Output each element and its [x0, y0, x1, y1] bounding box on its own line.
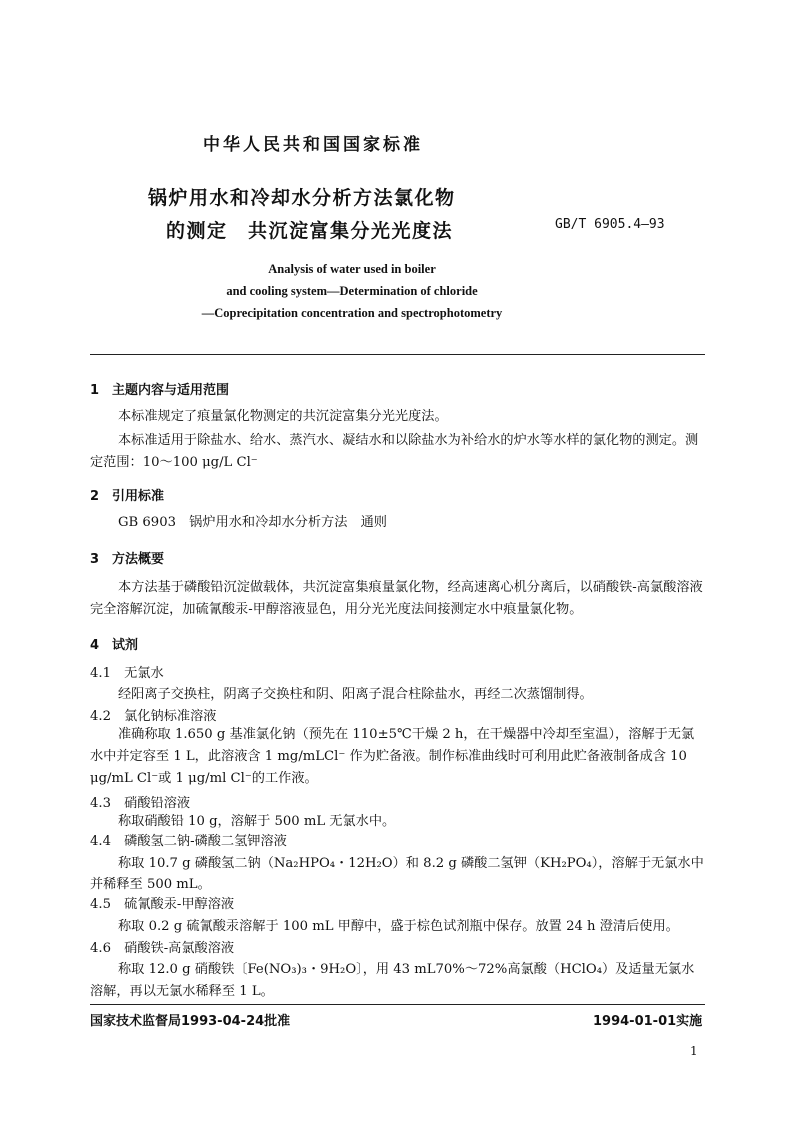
page-number: 1: [690, 1044, 698, 1058]
section-1-heading: 1 主题内容与适用范围: [90, 383, 230, 398]
national-standard-label: 中华人民共和国国家标准: [203, 135, 423, 155]
title-cn-line2: 的测定 共沉淀富集分光光度法: [166, 220, 454, 242]
section-4-3-text: 称取硝酸铅 10 g，溶解于 500 mL 无氯水中。: [118, 814, 396, 829]
section-4-6-text: 称取 12.0 g 硝酸铁〔Fe(NO₃)₃・9H₂O〕，用 43 mL70%～72%高氯酸（HClO₄）及适量无氯水溶解，再以无氯水稀释至 1 L。: [90, 962, 695, 999]
section-2-heading: 2 引用标准: [90, 489, 165, 504]
section-4-heading: 4 试剂: [90, 638, 139, 653]
title-en-line1: Analysis of water used in boiler: [268, 262, 436, 276]
section-1-paragraph-1: 本标准规定了痕量氯化物测定的共沉淀富集分光光度法。: [118, 409, 448, 424]
section-3-heading: 3 方法概要: [90, 552, 165, 567]
section-4-5-text: 称取 0.2 g 硫氰酸汞溶解于 100 mL 甲醇中，盛于棕色试剂瓶中保存。放置 24 h 澄清后使用。: [118, 919, 679, 934]
section-4-3-heading: 4.3 硝酸铅溶液: [90, 796, 191, 811]
section-4-4-heading: 4.4 磷酸氢二钠-磷酸二氢钾溶液: [90, 834, 287, 849]
section-2-paragraph-1: GB 6903 锅炉用水和冷却水分析方法 通则: [118, 515, 387, 530]
section-4-5-heading: 4.5 硫氰酸汞-甲醇溶液: [90, 897, 235, 912]
implementation-date: 1994-01-01实施: [593, 1014, 703, 1029]
section-4-2-text: 准确称取 1.650 g 基准氯化钠（预先在 110±5℃干燥 2 h，在干燥器中冷却至室温），溶解于无氯水中并定容至 1 L，此溶液含 1 mg/mLCl⁻ 作为贮备液。制作标准曲线时可利用此贮备液制备成含 10 μg/mL Cl⁻或 1 μg/ml Cl⁻的工作液。: [90, 727, 695, 786]
section-4-4-text: 称取 10.7 g 磷酸氢二钠（Na₂HPO₄・12H₂O）和 8.2 g 磷酸二氢钾（KH₂PO₄），溶解于无氯水中并稀释至 500 mL。: [90, 856, 704, 892]
section-4-2-heading: 4.2 氯化钠标准溶液: [90, 709, 217, 724]
title-cn-line1: 锅炉用水和冷却水分析方法氯化物: [148, 187, 456, 209]
section-1-paragraph-2: 本标准适用于除盐水、给水、蒸汽水、凝结水和以除盐水为补给水的炉水等水样的氯化物的测定。测定范围：10～100 μg/L Cl⁻: [90, 433, 699, 470]
section-4-1-heading: 4.1 无氯水: [90, 666, 164, 681]
section-4-6-heading: 4.6 硝酸铁-高氯酸溶液: [90, 941, 235, 956]
title-en-line3: —Coprecipitation concentration and spectrophotometry: [201, 306, 503, 320]
title-en-line2: and cooling system—Determination of chloride: [226, 284, 478, 298]
footer-divider: [90, 1004, 705, 1005]
header-divider: [90, 354, 705, 355]
approval-date: 国家技术监督局1993-04-24批准: [90, 1014, 291, 1029]
standard-code: GB/T 6905.4—93: [555, 217, 665, 232]
section-3-paragraph-1: 本方法基于磷酸铅沉淀做载体，共沉淀富集痕量氯化物，经高速离心机分离后，以硝酸铁-高氯酸溶液完全溶解沉淀，加硫氰酸汞-甲醇溶液显色，用分光光度法间接测定水中痕量氯化物。: [90, 580, 703, 617]
section-4-1-text: 经阳离子交换柱，阴离子交换柱和阴、阳离子混合柱除盐水，再经二次蒸馏制得。: [118, 687, 593, 702]
